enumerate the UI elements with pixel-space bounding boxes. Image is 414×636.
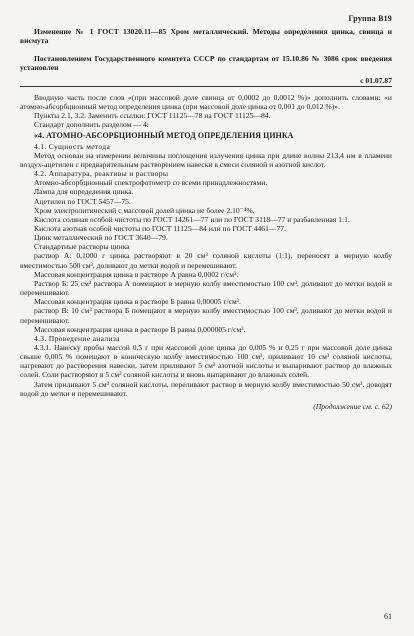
section-paragraph: Массовая концентрация цинка в растворе А равна 0,0002 г/см³. xyxy=(34,269,239,279)
section-paragraph: раствор А: 0,1000 г цинка растворяют в 20 см³ соляной кислоты (1:1), переносят в мерную колбу вместимостью 500 см³, доливают до метки водой и перемешивают. xyxy=(20,251,392,270)
section-paragraph: Массовая концентрация цинка в растворе Б равна 0,00005 г/см³. xyxy=(34,297,241,307)
subsection-heading: 4.2. Аппаратура, реактивы и растворы xyxy=(34,169,169,179)
section-heading: «4. АТОМНО-АБСОРБЦИОННЫЙ МЕТОД ОПРЕДЕЛЕНИЯ ЦИНКА xyxy=(34,131,294,141)
page-number: 61 xyxy=(384,612,392,621)
paragraph-supplement: Стандарт дополнить разделом — 4: xyxy=(34,120,149,130)
decree-text: Постановлением Государственного комитета СССР по стандартам от 15.10.86 № 3086 срок введения установлен xyxy=(20,54,392,73)
section-paragraph: Хром электролитический с массовой долей цинка не более 2.10⁻⁴%. xyxy=(34,205,255,215)
section-paragraph: Массовая концентрация цинка в растворе В равна 0,000005 г/см³. xyxy=(34,324,246,334)
amendment-title: Изменение № 1 ГОСТ 13020.11—85 Хром металлический. Методы определения цинка, свинца и висмута xyxy=(20,27,392,46)
section-paragraph: Стандартные растворы цинка xyxy=(34,242,130,252)
paragraph-intro-amendment: Вводную часть после слов «(при массовой доле свинца от 0,0002 до 0,0012 %)» дополнить словами: «и атомно-абсорбционный метод определения цинка (при массовой доле цинка от 0,001 до 0,012 %)». xyxy=(20,92,392,111)
section-paragraph: Атомно-абсорбционный спектрофотометр со всеми принадлежностями. xyxy=(34,178,268,188)
section-paragraph: Лампа для определения цинка. xyxy=(34,187,134,197)
section-paragraph: 4.3.1. Навеску пробы массой 0,5 г при массовой доле цинка до 0,005 % и 0,25 г при массовой доле цинка свыше 0,005 % помещают в коническую колбу вместимостью 100 см³, приливают 10 см³ соляной кислоты, нагревают до растворения навески, затем приливают 5 см³ азотной кислоты и выпаривают раствор до влажных солей. Соли растворяют в 5 см³ соляной кислоты и вновь выпаривают до влажных солей. xyxy=(20,343,392,380)
section-paragraph: Кислота соляная особой чистоты по ГОСТ 14261—77 или по ГОСТ 3118—77 и разбавленная 1:1. xyxy=(34,214,350,224)
section-paragraph: раствор В: 10 см³ раствора Б помещают в мерную колбу вместимостью 100 см³, доливают до метки водой и перемешивают. xyxy=(20,306,392,325)
subsection-heading: 4.1. Сущность метода xyxy=(34,141,111,151)
section-paragraph: Цинк металлический по ГОСТ 3640—79. xyxy=(34,233,168,243)
effective-date: с 01.07.87 xyxy=(360,75,392,85)
section-paragraph: Кислота азотная особой чистоты по ГОСТ 11125—84 или по ГОСТ 4461—77. xyxy=(34,223,286,233)
divider xyxy=(20,86,392,87)
section-paragraph: Ацетилен по ГОСТ 5457—75. xyxy=(34,196,131,206)
section-paragraph: Метод основан на измерении величины поглощения излучения цинка при длине волны 213,4 нм в пламени воздух-ацетилен с предварительным растворением навески в смеси соляной и азотной кислот. xyxy=(20,150,392,169)
paragraph-references: Пункты 2.1, 3.2. Заменить ссылки: ГОСТ 11125—78 на ГОСТ 11125—84. xyxy=(34,111,271,121)
subsection-heading: 4.3. Проведение анализа xyxy=(34,333,120,343)
section-content xyxy=(20,142,392,398)
section-paragraph: Раствор Б: 25 см³ раствора А помещают в мерную колбу вместимостью 100 см³, доливают до метки водой и перемешивают. xyxy=(20,278,392,298)
document-body xyxy=(20,27,392,411)
group-code: Группа В19 xyxy=(348,14,392,23)
continuation-note: (Продолжение см. с. 62) xyxy=(313,401,392,411)
section-paragraph: Затем приливают 5 см³ соляной кислоты, переливают раствор в мерную колбу вместимостью 50 см³, доводят водой до метки и перемешивают. xyxy=(20,379,392,398)
